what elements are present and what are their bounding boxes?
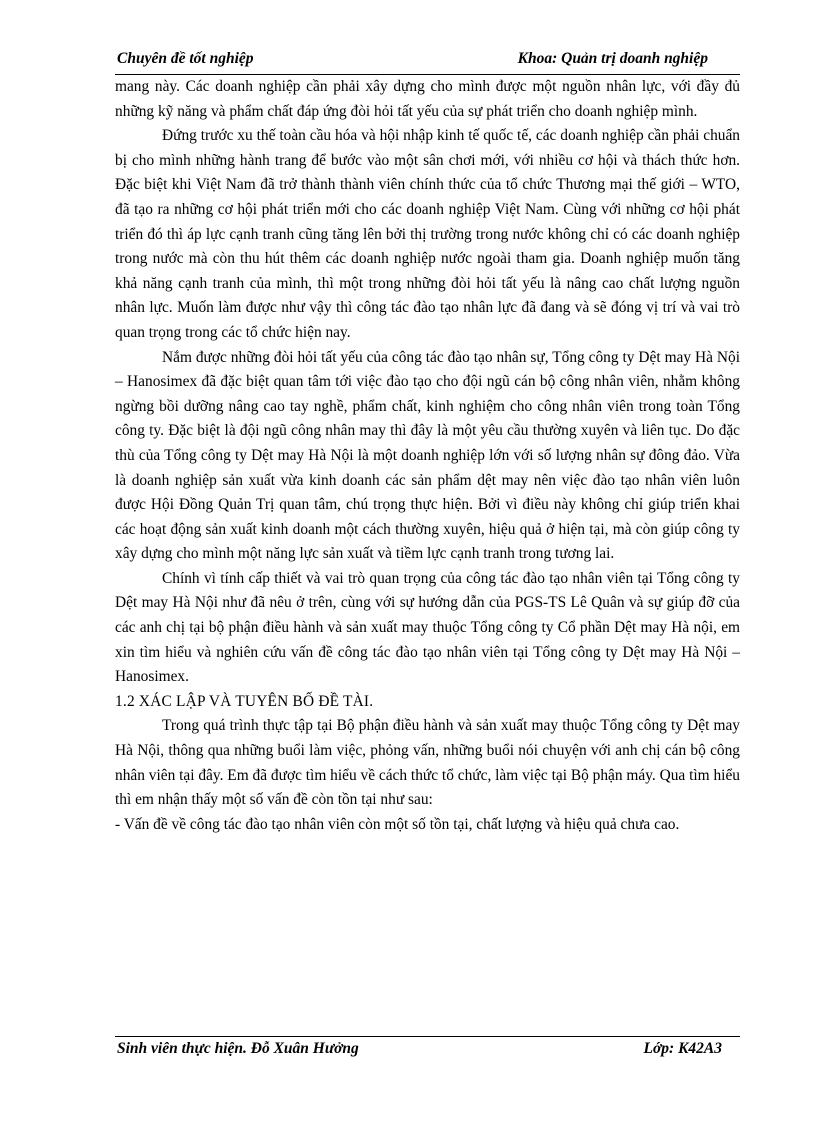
footer-student: Sinh viên thực hiện. Đỗ Xuân Hưởng: [117, 1040, 359, 1057]
page-footer: [115, 1036, 740, 1061]
paragraph-continuation: mang này. Các doanh nghiệp cần phải xây dựng cho mình được một nguồn nhân lực, với đầy đủ những kỹ năng và phẩm chất đáp ứng đòi hỏi tất yếu của sự phát triển cho doanh nghiệp mình.: [115, 78, 740, 120]
header-faculty: Khoa: Quản trị doanh nghiệp: [517, 50, 708, 67]
paragraph-internship: Trong quá trình thực tập tại Bộ phận điều hành và sản xuất may thuộc Tổng công ty Dệt may Hà Nội, thông qua những buổi làm việc, phỏng vấn, những buổi nói chuyện với anh chị cán bộ công nhân viên tại đây. Em đã được tìm hiểu về cách thức tổ chức, làm việc tại Bộ phận máy. Qua tìm hiểu thì em nhận thấy một số vấn đề còn tồn tại như sau:: [115, 717, 740, 809]
paragraph-globalization: Đứng trước xu thế toàn cầu hóa và hội nhập kinh tế quốc tế, các doanh nghiệp cần phải chuẩn bị cho mình những hành trang để bước vào một sân chơi mới, với nhiều cơ hội và thách thức hơn. Đặc biệt khi Việt Nam đã trở thành thành viên chính thức của tổ chức Thương mại thế giới – WTO, đã tạo ra những cơ hội phát triển mới cho các doanh nghiệp Việt Nam. Cùng với những cơ hội phát triển đó thì áp lực cạnh tranh cũng tăng lên bởi thị trường trong nước không chỉ có các doanh nghiệp trong nước mà còn thu hút thêm các doanh nghiệp nước ngoài tham gia. Doanh nghiệp muốn tăng khả năng cạnh tranh của mình, thì một trong những đòi hỏi tất yếu là nâng cao chất lượng nguồn nhân lực. Muốn làm được như vậy thì công tác đào tạo nhân lực đã đang và sẽ đóng vị trí và vai trò quan trọng trong các tổ chức hiện nay.: [115, 127, 740, 341]
section-heading: 1.2 XÁC LẬP VÀ TUYÊN BỐ ĐỀ TÀI.: [115, 692, 374, 710]
list-item-issue: - Vấn đề về công tác đào tạo nhân viên còn một số tồn tại, chất lượng và hiệu quả chưa cao.: [115, 815, 680, 833]
header-course-title: Chuyên đề tốt nghiệp: [117, 50, 254, 67]
paragraph-urgency: Chính vì tính cấp thiết và vai trò quan trọng của công tác đào tạo nhân viên tại Tổng công ty Dệt may Hà Nội như đã nêu ở trên, cùng với sự hướng dẫn của PGS-TS Lê Quân và sự giúp đỡ của các anh chị tại bộ phận điều hành và sản xuất may thuộc Tổng công ty Cổ phần Dệt may Hà nội, em xin tìm hiểu và nghiên cứu vấn đề công tác đào tạo nhân viên tại Tổng công ty Dệt may Hà Nội – Hanosimex.: [115, 569, 740, 686]
paragraph-training-requirements: Nắm được những đòi hỏi tất yếu của công tác đào tạo nhân sự, Tổng công ty Dệt may Hà Nội – Hanosimex đã đặc biệt quan tâm tới việc đào tạo cho đội ngũ cán bộ công nhân viên, nhằm không ngừng bồi dưỡng nâng cao tay nghề, phẩm chất, kinh nghiệm cho công nhân viên trong toàn Tổng công ty. Đặc biệt là đội ngũ công nhân may thì đây là một yêu cầu thường xuyên và liên tục. Do đặc thù của Tổng công ty Dệt may Hà Nội là một doanh nghiệp lớn với số lượng nhân sự đông đảo. Vừa là doanh nghiệp sản xuất vừa kinh doanh các sản phẩm dệt may nên việc đào tạo nhân viên luôn được Hội Đồng Quản Trị quan tâm, chú trọng thực hiện. Bởi vì điều này không chỉ giúp triển khai các hoạt động sản xuất kinh doanh một cách thường xuyên, hiệu quả ở hiện tại, mà còn giúp công ty xây dựng cho mình một năng lực sản xuất và tiềm lực cạnh tranh trong tương lai.: [115, 348, 740, 563]
footer-class: Lớp: K42A3: [643, 1040, 722, 1057]
document-body: [115, 75, 740, 837]
page-header: [115, 48, 740, 75]
